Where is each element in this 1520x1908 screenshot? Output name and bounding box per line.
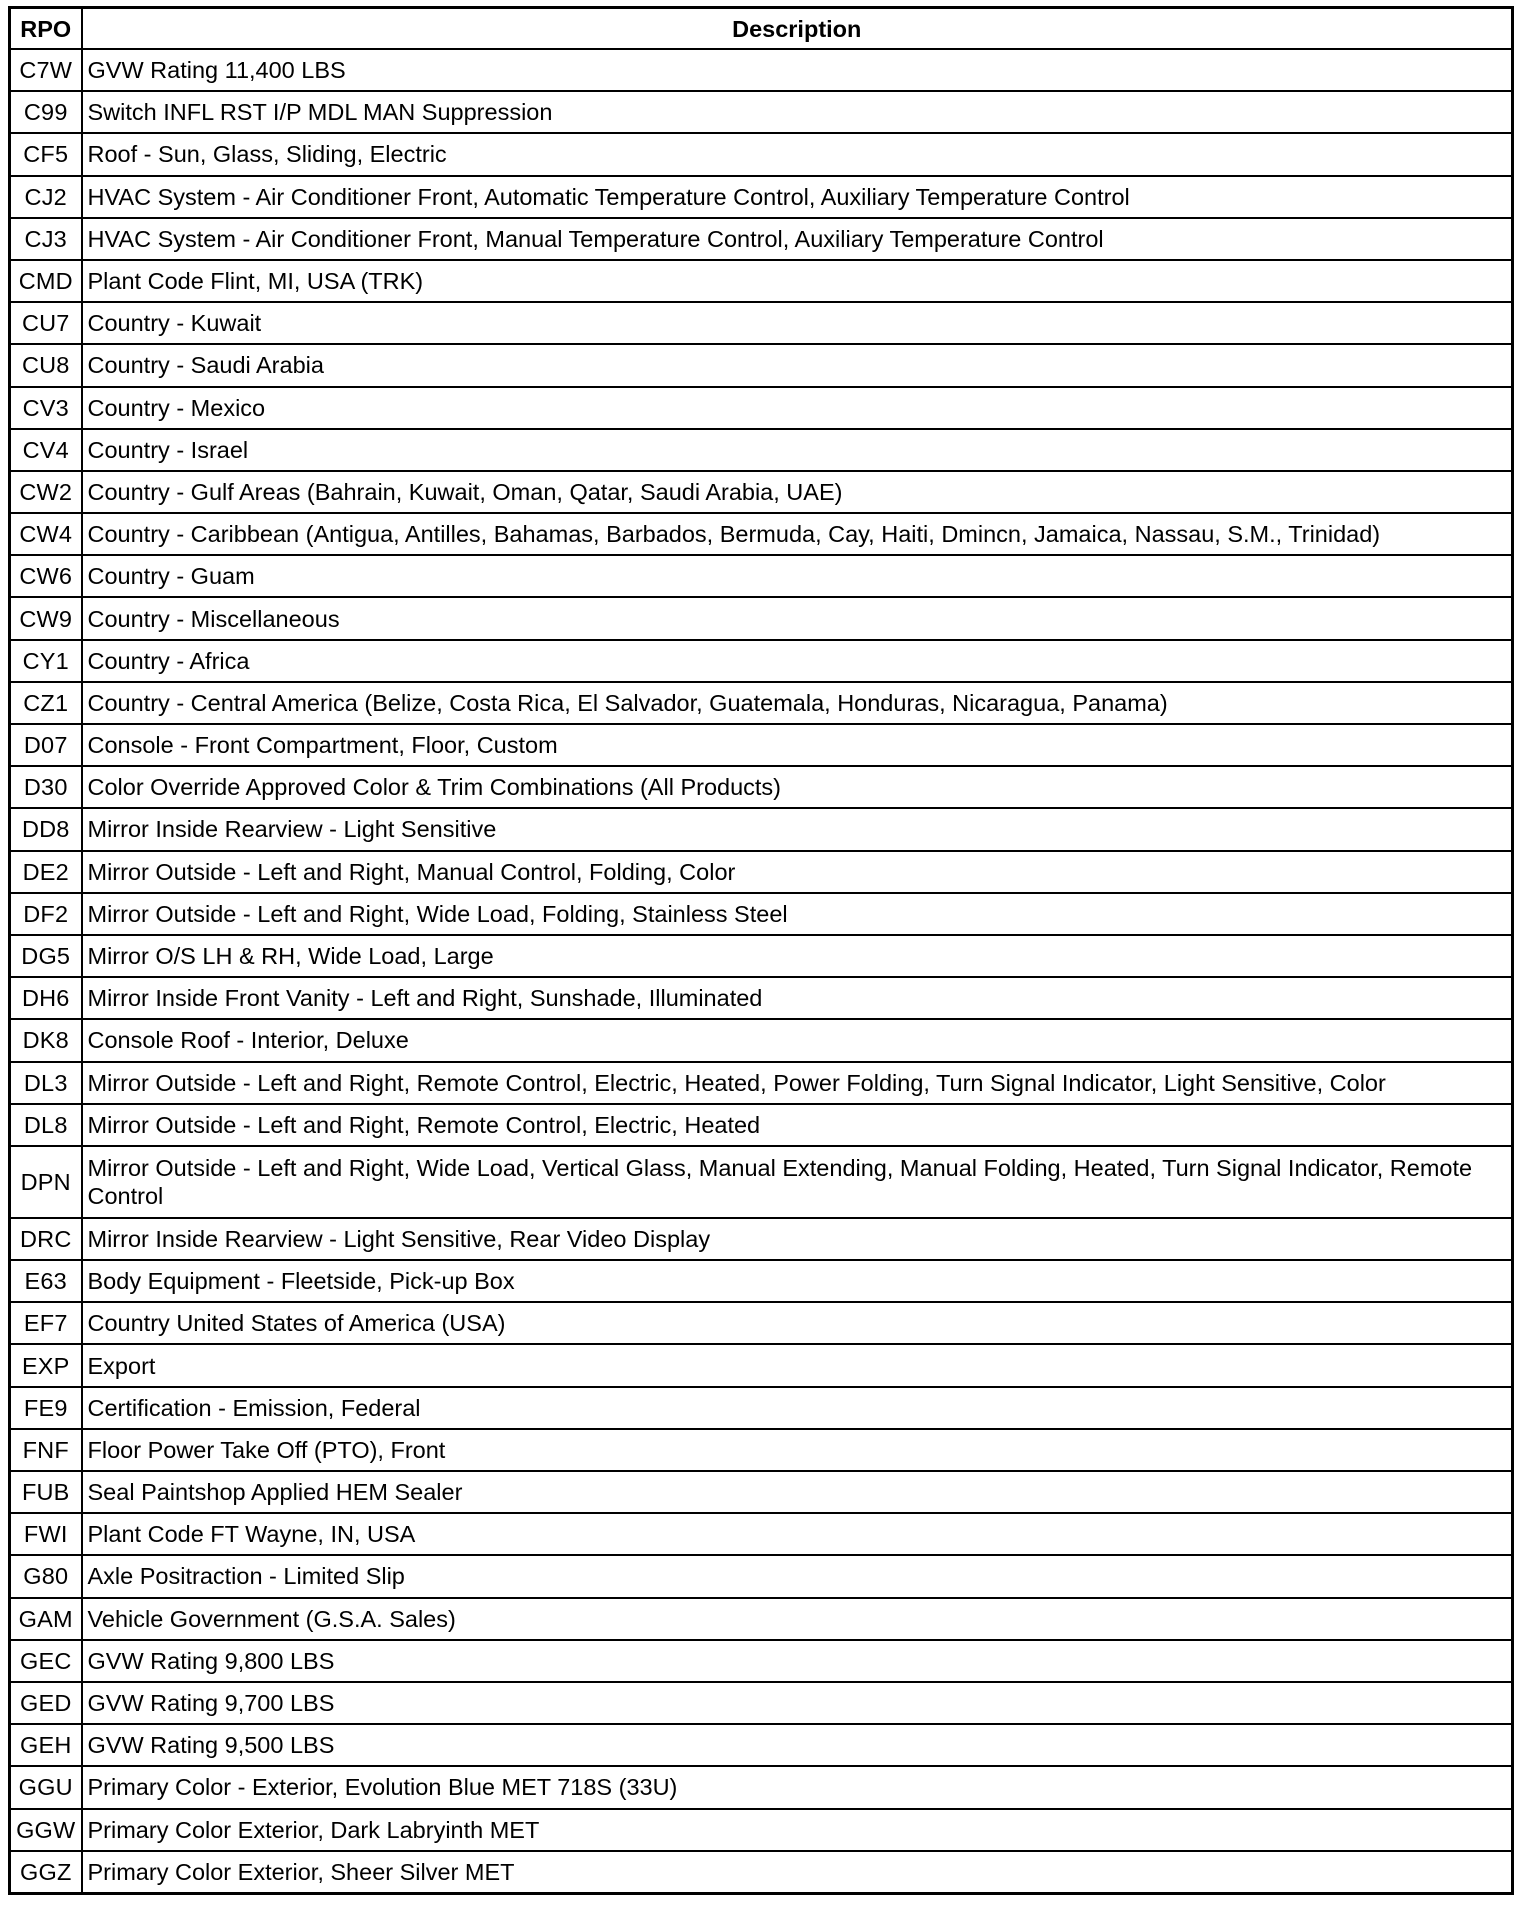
table-row [10,1555,1513,1597]
table-row [10,1218,1513,1260]
description-cell: GVW Rating 9,800 LBS [82,1640,1513,1682]
description-cell: Color Override Approved Color & Trim Combinations (All Products) [82,766,1513,808]
description-cell: HVAC System - Air Conditioner Front, Automatic Temperature Control, Auxiliary Temperature Control [82,176,1513,218]
description-cell: Country - Miscellaneous [82,597,1513,639]
rpo-table [8,6,1514,1895]
description-cell: Country - Saudi Arabia [82,344,1513,386]
description-cell: Mirror Outside - Left and Right, Remote Control, Electric, Heated [82,1104,1513,1146]
rpo-code-cell: EXP [10,1344,82,1386]
rpo-code-cell: CV4 [10,429,82,471]
rpo-code-cell: CW4 [10,513,82,555]
description-cell: Country - Mexico [82,387,1513,429]
table-row [10,1724,1513,1766]
rpo-code-cell: FWI [10,1513,82,1555]
description-cell: Country United States of America (USA) [82,1302,1513,1344]
table-row [10,766,1513,808]
description-cell: Plant Code FT Wayne, IN, USA [82,1513,1513,1555]
rpo-code-cell: DPN [10,1146,82,1218]
rpo-code-cell: C7W [10,49,82,91]
description-cell: Country - Kuwait [82,302,1513,344]
description-cell: Switch INFL RST I/P MDL MAN Suppression [82,91,1513,133]
table-row [10,1104,1513,1146]
description-cell: Axle Positraction - Limited Slip [82,1555,1513,1597]
table-row [10,260,1513,302]
table-row [10,1682,1513,1724]
table-row [10,429,1513,471]
rpo-code-cell: FNF [10,1429,82,1471]
description-cell: Console Roof - Interior, Deluxe [82,1019,1513,1061]
description-cell: Export [82,1344,1513,1386]
rpo-code-cell: CJ2 [10,176,82,218]
description-cell: Primary Color - Exterior, Evolution Blue MET 718S (33U) [82,1766,1513,1808]
table-row [10,1344,1513,1386]
rpo-code-cell: D30 [10,766,82,808]
table-row [10,1146,1513,1218]
description-cell: GVW Rating 9,500 LBS [82,1724,1513,1766]
rpo-code-cell: D07 [10,724,82,766]
description-cell: Vehicle Government (G.S.A. Sales) [82,1598,1513,1640]
table-row [10,1260,1513,1302]
description-cell: Mirror Outside - Left and Right, Wide Load, Vertical Glass, Manual Extending, Manual Folding, Heated, Turn Signal Indicator, Remote Control [82,1146,1513,1218]
table-row [10,1513,1513,1555]
description-cell: Primary Color Exterior, Sheer Silver MET [82,1851,1513,1894]
description-cell: Mirror Outside - Left and Right, Manual Control, Folding, Color [82,851,1513,893]
rpo-code-cell: DL8 [10,1104,82,1146]
table-row [10,1387,1513,1429]
description-cell: Primary Color Exterior, Dark Labryinth MET [82,1809,1513,1851]
rpo-code-cell: EF7 [10,1302,82,1344]
header-rpo: RPO [10,8,82,50]
description-cell: Country - Africa [82,640,1513,682]
description-cell: Floor Power Take Off (PTO), Front [82,1429,1513,1471]
rpo-code-cell: DG5 [10,935,82,977]
description-cell: GVW Rating 9,700 LBS [82,1682,1513,1724]
table-row [10,597,1513,639]
rpo-code-cell: GED [10,1682,82,1724]
rpo-code-cell: CW2 [10,471,82,513]
table-row [10,1851,1513,1894]
table-row [10,808,1513,850]
description-cell: HVAC System - Air Conditioner Front, Manual Temperature Control, Auxiliary Temperature Control [82,218,1513,260]
table-row [10,977,1513,1019]
description-cell: Console - Front Compartment, Floor, Custom [82,724,1513,766]
table-row [10,851,1513,893]
rpo-code-cell: DH6 [10,977,82,1019]
table-row [10,935,1513,977]
rpo-code-cell: C99 [10,91,82,133]
table-header [10,8,1513,50]
table-row [10,1062,1513,1104]
rpo-code-cell: CZ1 [10,682,82,724]
rpo-code-cell: CU7 [10,302,82,344]
description-cell: Mirror O/S LH & RH, Wide Load, Large [82,935,1513,977]
rpo-code-cell: GEH [10,1724,82,1766]
description-cell: Body Equipment - Fleetside, Pick-up Box [82,1260,1513,1302]
table-row [10,1640,1513,1682]
rpo-code-cell: CU8 [10,344,82,386]
table-row [10,682,1513,724]
description-cell: Country - Gulf Areas (Bahrain, Kuwait, Oman, Qatar, Saudi Arabia, UAE) [82,471,1513,513]
description-cell: Mirror Inside Front Vanity - Left and Right, Sunshade, Illuminated [82,977,1513,1019]
table-row [10,218,1513,260]
rpo-code-cell: E63 [10,1260,82,1302]
table-row [10,1019,1513,1061]
rpo-code-cell: CV3 [10,387,82,429]
rpo-code-cell: DF2 [10,893,82,935]
description-cell: Seal Paintshop Applied HEM Sealer [82,1471,1513,1513]
table-row [10,640,1513,682]
table-body [10,49,1513,1893]
rpo-code-cell: CW9 [10,597,82,639]
header-description: Description [82,8,1513,50]
table-row [10,724,1513,766]
rpo-code-cell: GEC [10,1640,82,1682]
table-row [10,344,1513,386]
description-cell: Roof - Sun, Glass, Sliding, Electric [82,133,1513,175]
description-cell: Mirror Outside - Left and Right, Remote Control, Electric, Heated, Power Folding, Turn Signal Indicator, Light Sensitive, Color [82,1062,1513,1104]
description-cell: GVW Rating 11,400 LBS [82,49,1513,91]
rpo-code-cell: DD8 [10,808,82,850]
rpo-code-cell: FE9 [10,1387,82,1429]
rpo-code-cell: CJ3 [10,218,82,260]
table-row [10,555,1513,597]
table-row [10,176,1513,218]
rpo-code-cell: G80 [10,1555,82,1597]
rpo-code-cell: DK8 [10,1019,82,1061]
rpo-code-cell: FUB [10,1471,82,1513]
table-row [10,387,1513,429]
table-row [10,1598,1513,1640]
rpo-code-cell: GGU [10,1766,82,1808]
description-cell: Country - Guam [82,555,1513,597]
table-row [10,1429,1513,1471]
description-cell: Mirror Outside - Left and Right, Wide Load, Folding, Stainless Steel [82,893,1513,935]
table-row [10,49,1513,91]
rpo-code-cell: DL3 [10,1062,82,1104]
table-row [10,91,1513,133]
header-row [10,8,1513,50]
rpo-code-cell: GGW [10,1809,82,1851]
table-row [10,1809,1513,1851]
description-cell: Country - Israel [82,429,1513,471]
table-row [10,1471,1513,1513]
table-row [10,471,1513,513]
description-cell: Certification - Emission, Federal [82,1387,1513,1429]
table-row [10,302,1513,344]
rpo-code-cell: GGZ [10,1851,82,1894]
rpo-code-cell: CY1 [10,640,82,682]
rpo-code-cell: DRC [10,1218,82,1260]
rpo-code-cell: CF5 [10,133,82,175]
table-row [10,513,1513,555]
table-row [10,133,1513,175]
table-row [10,1766,1513,1808]
table-row [10,1302,1513,1344]
description-cell: Country - Central America (Belize, Costa Rica, El Salvador, Guatemala, Honduras, Nicaragua, Panama) [82,682,1513,724]
rpo-code-cell: GAM [10,1598,82,1640]
rpo-code-cell: CW6 [10,555,82,597]
description-cell: Mirror Inside Rearview - Light Sensitive [82,808,1513,850]
rpo-code-cell: CMD [10,260,82,302]
description-cell: Country - Caribbean (Antigua, Antilles, Bahamas, Barbados, Bermuda, Cay, Haiti, Dmincn, Jamaica, Nassau, S.M., Trinidad) [82,513,1513,555]
rpo-code-cell: DE2 [10,851,82,893]
description-cell: Plant Code Flint, MI, USA (TRK) [82,260,1513,302]
table-row [10,893,1513,935]
description-cell: Mirror Inside Rearview - Light Sensitive, Rear Video Display [82,1218,1513,1260]
